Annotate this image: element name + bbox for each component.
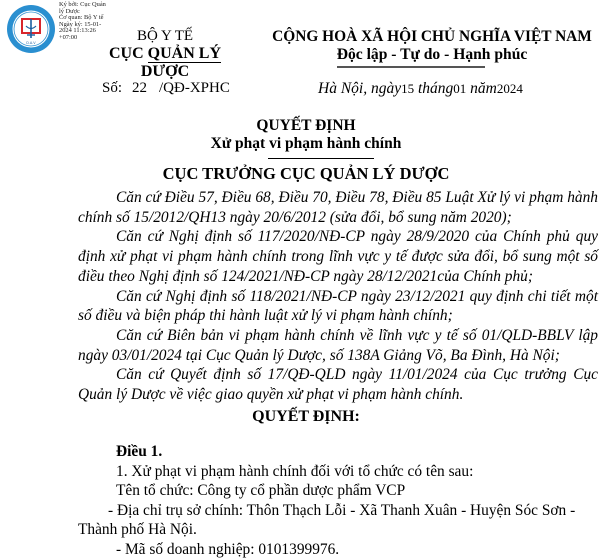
preamble-clause: [78, 188, 598, 227]
preamble-text: Căn cứ Biên bản vi phạm hành chính về lĩnh vực y tế số 01/QLD-BBLV lập ngày 03/01/2024 tại Cục Quản lý Dược, số 138A Giảng Võ, Ba Đình, Hà Nội;: [78, 326, 598, 364]
signature-line: +07:00: [59, 33, 78, 41]
document-title: QUYẾT ĐỊNH: [256, 117, 356, 134]
date-year: 2024: [496, 81, 523, 96]
issuing-authority: CỤC TRƯỞNG CỤC QUẢN LÝ DƯỢC: [162, 164, 450, 183]
address-line-2: Thành phố Hà Nội.: [78, 521, 197, 539]
signature-line: Ký bởi: Cục Quản: [59, 1, 106, 8]
preamble-clause: [78, 227, 598, 286]
signature-line: 2024 11:13:26: [59, 27, 96, 35]
organization-name: Tên tổ chức: Công ty cổ phần dược phẩm VCP: [116, 482, 406, 500]
department-name: [90, 45, 240, 81]
department-prefix: CỤC: [108, 45, 148, 62]
business-code: - Mã số doanh nghiệp: 0101399976.: [116, 540, 340, 558]
clause-1: 1. Xử phạt vi phạm hành chính đối với tổ chức có tên sau:: [116, 462, 474, 480]
preamble-text: Căn cứ Điều 57, Điều 68, Điều 70, Điều 78, Điều 85 Luật Xử lý vi phạm hành chính số 15/2012/QH13 ngày 20/6/2012 (sửa đổi, bổ sung năm 2020);: [78, 189, 598, 226]
decision-heading: QUYẾT ĐỊNH:: [252, 408, 360, 425]
signature-line: Cơ quan: Bộ Y tế: [59, 14, 104, 22]
date-month: 01: [453, 81, 467, 96]
preamble-text: Căn cứ Quyết định số 17/QĐ-QLD ngày 11/01/2024 của Cục trưởng Cục Quản lý Dược về việc giao quyền xử phạt vi phạm hành chính.: [78, 366, 598, 404]
preamble: [78, 188, 598, 405]
date-month-label: tháng: [417, 80, 454, 97]
number-suffix: /QĐ-XPHC: [159, 80, 230, 96]
document-number: [102, 80, 230, 97]
department-underlined: QUẢN LÝ: [147, 45, 221, 62]
signature-line: Ngày ký: 15-01-: [59, 20, 102, 28]
motto-underline: [337, 66, 485, 68]
article-1: [78, 442, 598, 560]
article-heading: Điều 1.: [116, 443, 163, 460]
preamble-clause: [78, 326, 598, 365]
address-line-1: - Địa chỉ trụ sở chính: Thôn Thạch Lỗi - Xã Thanh Xuân - Huyện Sóc Sơn -: [108, 501, 576, 519]
svg-text:D.A.V: D.A.V: [26, 41, 36, 45]
document-subtitle: Xử phạt vi phạm hành chính: [210, 135, 402, 152]
ministry-seal-logo: [6, 4, 56, 54]
preamble-clause: [78, 287, 598, 326]
ministry-name: BỘ Y TẾ: [136, 28, 194, 44]
date-day: 15: [401, 81, 415, 96]
department-suffix: DƯỢC: [140, 63, 190, 80]
preamble-clause: [78, 365, 598, 404]
title-divider: [268, 158, 374, 159]
number-value: 22: [132, 80, 148, 96]
issuing-agency-header: [90, 28, 240, 81]
preamble-text: Căn cứ Nghị định số 118/2021/NĐ-CP ngày 23/12/2021 quy định chi tiết một số điều và biện pháp thi hành luật xử lý vi phạm hành chính;: [78, 287, 598, 325]
nation-name: CỘNG HOÀ XÃ HỘI CHỦ NGHĨA VIỆT NAM: [272, 28, 592, 45]
date-place: Hà Nội, ngày: [318, 80, 402, 97]
seal-icon: [6, 4, 56, 54]
national-header: [262, 28, 602, 64]
signature-line: lý Dược: [59, 7, 80, 15]
number-label: Số:: [102, 80, 123, 96]
national-motto: Độc lập - Tự do - Hạnh phúc: [336, 46, 528, 63]
date-year-label: năm: [470, 80, 497, 97]
preamble-text: Căn cứ Nghị định số 117/2020/NĐ-CP ngày 28/9/2020 của Chính phủ quy định xử phạt vi phạm hành chính trong lĩnh vực y tế được sửa đổi, bổ sung một số điều theo Nghị định số 124/2021/NĐ-CP ngày 28/12/2021của Chính phủ;: [78, 228, 598, 285]
document-date: [318, 80, 523, 98]
